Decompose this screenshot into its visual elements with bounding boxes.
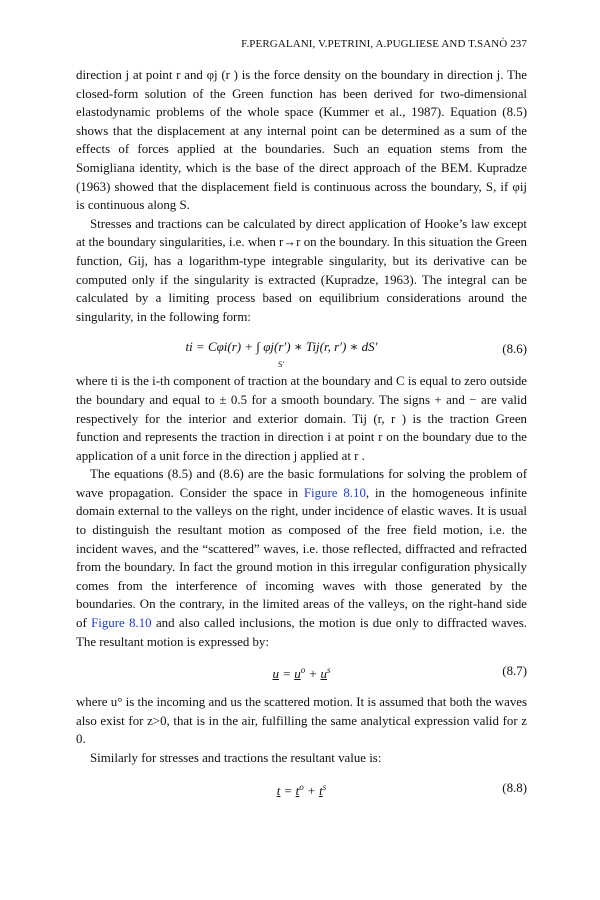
equation-8-7 xyxy=(76,659,527,683)
eq-8-8-sup0: o xyxy=(299,781,304,792)
eq-8-8-equals: = xyxy=(280,782,296,798)
eq-8-8-t: t xyxy=(276,782,281,798)
eq-8-7-plus: + xyxy=(305,666,321,682)
paragraph-3: where ti is the i-th component of traction at the boundary and C is equal to zero outside the boundary and equal to ± 0.5 for a smooth boundary. The signs + and − are valid respectively for the interior and exterior domain. Tij (r, r ) is the traction Green function and represents the traction in direction i at point r on the boundary due to the application of a unit force in the direction j applied at r . xyxy=(76,374,527,463)
eq-8-8-ts: t xyxy=(319,782,323,798)
eq-8-7-u0: u xyxy=(294,666,301,682)
paragraph-4-part-a: The equations (8.5) and (8.6) are the basic formulations for solving the problem of wave propagation. Consider the space in xyxy=(76,467,527,500)
eq-8-7-us: u xyxy=(320,666,328,682)
paragraph-5: where u° is the incoming and us the scattered motion. It is assumed that both the waves also exist for z>0, that is in the air, fulfilling the same analytical expression valid for z 0. xyxy=(76,695,527,747)
paragraph-1: direction j at point r and φj (r ) is the force density on the boundary in direction j. The closed-form solution of the Green function has been derived for two-dimensional elastodynamic problems of the whole space (Kummer et al., 1987). Equation (8.5) shows that the displacement at any internal point can be determined as a sum of the effects of forces applied at the boundaries. Such an equation stems from the Somigliana identity, which is the base of the direct approach of the BEM. Kupradze (1963) showed that the displacement field is continuous across the boundary, S, if φij is continuous along S. xyxy=(76,68,527,213)
equation-8-6-number: (8.6) xyxy=(502,342,527,357)
page-body xyxy=(76,66,527,810)
paragraph-4 xyxy=(76,465,527,651)
eq-8-7-equals: = xyxy=(278,666,295,682)
figure-8-10-link[interactable]: Figure 8.10 xyxy=(303,485,366,500)
integral-limit: S′ xyxy=(278,360,285,370)
equation-8-6-body: ti = Cφi(r) + ∫ φj(r′) ∗ Tij(r, r′) ∗ dS′ xyxy=(185,339,378,355)
eq-8-7-sup0: o xyxy=(300,665,306,676)
paragraph-4-part-c: and also called inclusions, the motion is due only to diffracted waves. The resultant motion is expressed by: xyxy=(76,616,527,649)
paragraph-2: Stresses and tractions can be calculated by direct application of Hooke’s law except at the boundary singularities, i.e. when r→r on the boundary. In this situation the Green function, Gij, has a logarithm-type integrable singularity, but its derivative can be computed only if the singularity is extracted (Kupradze, 1963). The integral can be calculated by a limiting process based on equilibrium considerations around the singularity, in the following form: xyxy=(76,216,527,324)
figure-8-10-link[interactable]: Figure 8.10 xyxy=(91,616,152,631)
equation-8-7-number: (8.7) xyxy=(502,664,527,679)
equation-8-8-number: (8.8) xyxy=(502,780,527,795)
equation-8-8 xyxy=(76,776,527,800)
eq-8-8-plus: + xyxy=(303,782,320,798)
paragraph-6: Similarly for stresses and tractions the resultant value is: xyxy=(90,751,382,765)
eq-8-8-t0: t xyxy=(295,782,300,798)
eq-8-8-sups: s xyxy=(322,781,327,792)
running-head: F.PERGALANI, V.PETRINI, A.PUGLIESE AND T.SANÒ 237 xyxy=(241,38,527,50)
eq-8-7-sups: s xyxy=(327,665,331,676)
paragraph-4-part-b: , in the homogeneous infinite domain external to the valleys on the right, under incidence of elastic waves. It is usual to distinguish the resultant motion as composed of the free field motion, i.e. the incident waves, and the “scattered” waves, i.e. those reflected, diffracted and refracted from the boundary. In fact the ground motion in this irregular configuration physically comes from the interference of incoming waves with those generated by the boundaries. On the contrary, in the limited areas of the valleys, on the right-hand side of xyxy=(76,485,528,631)
eq-8-7-u: u xyxy=(272,666,279,682)
equation-8-6 xyxy=(76,330,527,370)
